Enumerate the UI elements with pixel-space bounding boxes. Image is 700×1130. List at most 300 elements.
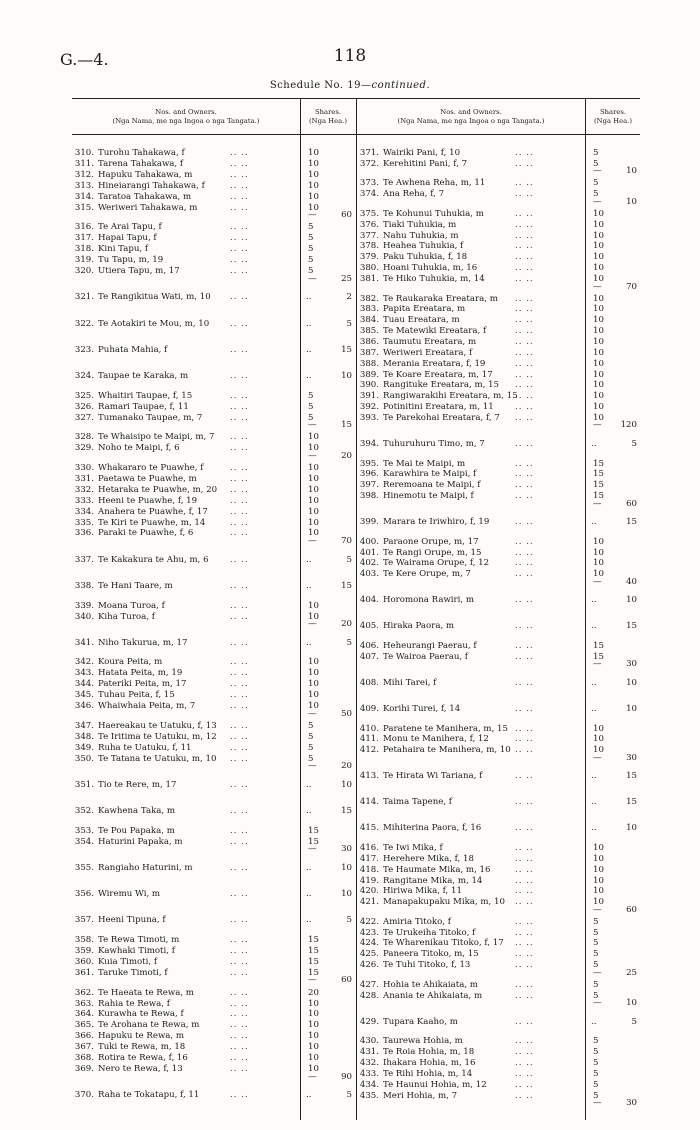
table-row xyxy=(357,337,585,347)
table-row xyxy=(72,148,300,158)
subtotal-dash: — xyxy=(308,844,317,855)
table-row xyxy=(357,348,585,358)
leader-dots: .. .. xyxy=(230,202,249,213)
table-row xyxy=(357,652,585,662)
leader-dots: .. .. xyxy=(515,189,534,200)
owner-number: 358. xyxy=(74,935,94,946)
owner-number: 387. xyxy=(359,347,379,358)
share-value: 10 xyxy=(593,347,604,358)
share-value: 5 xyxy=(593,148,599,158)
owner-number: 372. xyxy=(359,158,379,169)
table-row xyxy=(72,581,300,591)
leader-dots: .. .. xyxy=(230,668,249,679)
owner-number: 377. xyxy=(359,230,379,241)
owner-name: Whaitiri Taupae, f, 15 xyxy=(98,390,193,401)
leader-dots: .. .. xyxy=(515,304,534,315)
table-row xyxy=(72,638,300,648)
share-value: 5 xyxy=(308,222,314,233)
table-row xyxy=(72,780,300,790)
share-value: 5 xyxy=(593,1079,599,1090)
owner-name: Anania te Ahikaiata, m xyxy=(383,990,483,1001)
subtotal-dash: — xyxy=(593,752,602,763)
share-value: 10 xyxy=(593,569,604,580)
share-total: 10 xyxy=(626,703,637,714)
owner-name: Te Haeata te Rewa, m xyxy=(98,987,194,998)
owner-name: Rahia te Rewa, f xyxy=(98,998,170,1009)
owner-name: Te Roia Hohia, m, 18 xyxy=(383,1047,475,1057)
leader-dots: .. .. xyxy=(515,558,534,569)
leader-dots: .. .. xyxy=(230,825,249,836)
table-row xyxy=(357,537,585,547)
table-row xyxy=(357,402,585,412)
subtotal-dash: — xyxy=(593,196,602,207)
leader-dots: .. .. xyxy=(230,690,249,701)
leader-dots: .. .. xyxy=(515,960,534,971)
owner-number: 316. xyxy=(74,222,94,233)
leader-dots: .. .. xyxy=(230,806,249,817)
leader-dots: .. .. xyxy=(230,318,249,329)
table-row xyxy=(357,469,585,479)
share-value: 15 xyxy=(593,480,604,491)
owner-number: 323. xyxy=(74,344,94,355)
table-row xyxy=(72,1020,300,1030)
share-value: 5 xyxy=(593,979,599,990)
owner-number: 399. xyxy=(359,517,379,528)
share-value: 10 xyxy=(593,897,604,908)
leader-dots: .. .. xyxy=(515,990,534,1001)
table-row xyxy=(357,865,585,875)
leader-dots: .. .. xyxy=(515,326,534,337)
owner-number: 340. xyxy=(74,611,94,622)
share-value: 15 xyxy=(308,935,319,946)
table-row xyxy=(72,432,300,442)
table-row xyxy=(357,294,585,304)
subtotal-dash: — xyxy=(593,166,602,177)
share-total: 120 xyxy=(620,420,637,431)
owner-number: 342. xyxy=(74,657,94,668)
leader-dots: .. .. xyxy=(230,401,249,412)
owner-name: Te Rewa Timoti, m xyxy=(98,935,180,946)
owner-number: 320. xyxy=(74,266,94,277)
leader-dots: .. .. xyxy=(230,1031,249,1042)
owner-number: 380. xyxy=(359,263,379,274)
share-total: 90 xyxy=(341,1071,352,1082)
share-total: 70 xyxy=(341,536,352,546)
share-total: 5 xyxy=(631,439,637,449)
subtotal-dash: — xyxy=(308,450,317,461)
subtotal-dash: — xyxy=(593,576,602,587)
share-value: 10 xyxy=(593,219,604,230)
share-value: 10 xyxy=(593,412,604,423)
owner-name: Heheurangi Paerau, f xyxy=(383,640,477,651)
leader-dots: .. .. xyxy=(230,191,249,202)
share-value: 10 xyxy=(308,169,319,180)
table-row xyxy=(357,734,585,744)
owner-number: 370. xyxy=(74,1090,94,1101)
left-shares-divider xyxy=(300,98,301,1120)
leader-dots: .. .. xyxy=(515,252,534,263)
owner-name: Tu Tapu, m, 19 xyxy=(98,255,164,266)
owner-name: Taratoa Tahakawa, m xyxy=(98,191,192,202)
table-row xyxy=(72,915,300,925)
leader-dots: .. .. xyxy=(230,987,249,998)
owner-name: Te Pou Papaka, m xyxy=(98,825,175,836)
single-dots: .. xyxy=(306,889,312,900)
leader-dots: .. .. xyxy=(515,380,534,391)
leader-dots: .. .. xyxy=(515,677,534,688)
subtotal-dash: — xyxy=(308,1071,317,1082)
owner-number: 424. xyxy=(359,938,379,949)
table-row xyxy=(357,459,585,469)
leader-dots: .. .. xyxy=(515,949,534,960)
table-row xyxy=(72,507,300,517)
table-row xyxy=(72,518,300,528)
share-total: 30 xyxy=(626,659,637,670)
share-value: 10 xyxy=(593,252,604,263)
leader-dots: .. .. xyxy=(230,390,249,401)
owner-name: Noho te Maipi, f, 6 xyxy=(98,443,180,454)
share-value: 10 xyxy=(308,462,319,473)
owner-name: Paetawa te Puawhe, m xyxy=(98,473,197,484)
owner-number: 422. xyxy=(359,916,379,927)
left-shares-header-line1: Shares. xyxy=(314,108,341,116)
table-row xyxy=(72,601,300,611)
table-row xyxy=(72,413,300,423)
table-row xyxy=(72,889,300,899)
single-dots: .. xyxy=(591,1016,597,1027)
share-value: 10 xyxy=(308,191,319,202)
leader-dots: .. .. xyxy=(515,1036,534,1047)
share-value: 10 xyxy=(308,517,319,528)
leader-dots: .. .. xyxy=(515,347,534,358)
owner-number: 344. xyxy=(74,679,94,690)
share-value: 5 xyxy=(593,990,599,1001)
table-row xyxy=(357,771,585,781)
single-dots: .. xyxy=(306,554,312,565)
share-value: 10 xyxy=(308,158,319,169)
owner-number: 371. xyxy=(359,148,379,158)
leader-dots: .. .. xyxy=(515,358,534,369)
leader-dots: .. .. xyxy=(230,836,249,847)
table-row xyxy=(72,244,300,254)
leader-dots: .. .. xyxy=(230,679,249,690)
owner-name: Heeni te Puawhe, f, 19 xyxy=(98,495,198,506)
owner-number: 410. xyxy=(359,723,379,734)
owner-number: 318. xyxy=(74,244,94,255)
left-shares-header-line2: (Nga Hea.) xyxy=(309,117,347,125)
share-value: 5 xyxy=(308,742,314,753)
share-total: 5 xyxy=(346,637,352,648)
owner-name: Hiriwa Mika, f, 11 xyxy=(383,886,462,897)
owner-name: Hohia te Ahikaiata, m xyxy=(383,979,478,990)
owner-number: 434. xyxy=(359,1079,379,1090)
leader-dots: .. .. xyxy=(230,517,249,528)
share-total: 5 xyxy=(346,318,352,329)
share-total: 10 xyxy=(626,595,637,606)
owner-number: 331. xyxy=(74,473,94,484)
owner-number: 411. xyxy=(359,734,379,745)
owner-number: 412. xyxy=(359,745,379,756)
owner-number: 328. xyxy=(74,432,94,443)
leader-dots: .. .. xyxy=(230,1020,249,1031)
owner-name: Te Rihi Hohia, m, 14 xyxy=(383,1068,473,1079)
single-dots: .. xyxy=(306,806,312,817)
share-total: 5 xyxy=(631,1016,637,1027)
single-dots: .. xyxy=(591,439,597,449)
owner-name: Te Wairama Orupe, f, 12 xyxy=(383,558,490,569)
share-value: 5 xyxy=(308,266,314,277)
owner-number: 364. xyxy=(74,1009,94,1020)
owner-number: 391. xyxy=(359,391,379,402)
share-value: 10 xyxy=(308,202,319,213)
owner-name: Te Aotakiri te Mou, m, 10 xyxy=(98,318,210,329)
leader-dots: .. .. xyxy=(230,657,249,668)
owner-number: 347. xyxy=(74,720,94,731)
owner-number: 432. xyxy=(359,1057,379,1068)
owner-name: Tumanako Taupae, m, 7 xyxy=(98,412,203,423)
owner-name: Ihakara Hohia, m, 16 xyxy=(383,1057,476,1068)
share-value: 5 xyxy=(593,949,599,960)
share-total: 25 xyxy=(341,273,352,284)
table-row xyxy=(72,701,300,711)
table-row xyxy=(357,1017,585,1027)
owner-number: 386. xyxy=(359,336,379,347)
leader-dots: .. .. xyxy=(230,158,249,169)
share-value: 10 xyxy=(593,304,604,315)
owner-name: Te Hiko Tuhukia, m, 14 xyxy=(383,274,485,284)
table-row xyxy=(357,897,585,907)
table-row xyxy=(357,241,585,251)
owner-name: Te Whaisipo te Maipi, m, 7 xyxy=(98,432,215,443)
owner-name: Whakararo te Puawhe, f xyxy=(98,462,204,473)
table-row xyxy=(357,252,585,262)
share-value: 5 xyxy=(593,189,599,200)
owner-number: 395. xyxy=(359,458,379,469)
owner-number: 428. xyxy=(359,990,379,1001)
owner-number: 337. xyxy=(74,554,94,565)
leader-dots: .. .. xyxy=(515,1057,534,1068)
share-value: 10 xyxy=(308,701,319,712)
table-row xyxy=(72,402,300,412)
share-value: 10 xyxy=(593,274,604,284)
owner-name: Niho Takurua, m, 17 xyxy=(98,637,188,648)
share-total: 20 xyxy=(341,450,352,461)
share-value: 10 xyxy=(593,547,604,558)
owner-number: 313. xyxy=(74,180,94,191)
owner-number: 392. xyxy=(359,402,379,413)
owner-number: 359. xyxy=(74,946,94,956)
owner-number: 426. xyxy=(359,960,379,971)
table-row xyxy=(72,657,300,667)
leader-dots: .. .. xyxy=(230,148,249,158)
share-value: 5 xyxy=(593,1090,599,1101)
left-owners-header xyxy=(72,108,300,126)
share-value: 15 xyxy=(593,469,604,480)
table-row xyxy=(72,222,300,232)
left-owners-header-line2: (Nga Nama, me nga Ingoa o nga Tangata.) xyxy=(112,117,260,125)
owner-number: 329. xyxy=(74,443,94,454)
table-row xyxy=(72,391,300,401)
owner-number: 322. xyxy=(74,318,94,329)
leader-dots: .. .. xyxy=(515,1079,534,1090)
owner-number: 409. xyxy=(359,703,379,714)
owner-name: Weriweri Ereatara, f xyxy=(383,347,473,358)
share-value: 20 xyxy=(308,987,319,998)
share-value: 10 xyxy=(308,668,319,679)
single-dots: .. xyxy=(306,292,312,303)
owner-name: Te Kere Orupe, m, 7 xyxy=(383,569,471,580)
leader-dots: .. .. xyxy=(515,178,534,189)
owner-name: Heeni Tipuna, f xyxy=(98,915,166,926)
owner-number: 396. xyxy=(359,469,379,480)
leader-dots: .. .. xyxy=(230,554,249,565)
table-row xyxy=(357,220,585,230)
owner-number: 429. xyxy=(359,1016,379,1027)
share-value: 10 xyxy=(593,723,604,734)
owner-name: Rangiwarakihi Ereatara, m, 15 xyxy=(383,391,518,402)
leader-dots: .. .. xyxy=(230,244,249,255)
leader-dots: .. .. xyxy=(515,723,534,734)
table-row xyxy=(357,876,585,886)
owner-number: 367. xyxy=(74,1042,94,1053)
single-dots: .. xyxy=(306,915,312,926)
owner-number: 421. xyxy=(359,897,379,908)
owner-number: 416. xyxy=(359,842,379,853)
table-row xyxy=(357,304,585,314)
owner-name: Haturini Papaka, m xyxy=(98,836,183,847)
owner-number: 349. xyxy=(74,742,94,753)
owner-name: Mihiterina Paora, f, 16 xyxy=(383,823,482,834)
table-row xyxy=(72,826,300,836)
share-value: 10 xyxy=(308,180,319,191)
owner-name: Te Urukeiha Titoko, f xyxy=(383,927,476,938)
table-row xyxy=(72,743,300,753)
leader-dots: .. .. xyxy=(230,222,249,233)
owner-name: Nero te Rewa, f, 13 xyxy=(98,1064,183,1075)
owner-number: 420. xyxy=(359,886,379,897)
owner-name: Kiha Turoa, f xyxy=(98,611,155,622)
leader-dots: .. .. xyxy=(515,842,534,853)
subtotal-dash: — xyxy=(308,210,317,221)
leader-dots: .. .. xyxy=(515,640,534,651)
table-row xyxy=(72,837,300,847)
share-total: 20 xyxy=(341,619,352,630)
owner-name: Ramari Taupae, f, 11 xyxy=(98,401,189,412)
leader-dots: .. .. xyxy=(230,637,249,648)
owner-name: Kawhena Taka, m xyxy=(98,806,176,817)
leader-dots: .. .. xyxy=(230,371,249,381)
leader-dots: .. .. xyxy=(515,208,534,219)
table-row xyxy=(357,391,585,401)
right-shares-header-line2: (Nga Hea.) xyxy=(594,117,632,125)
leader-dots: .. .. xyxy=(230,180,249,191)
leader-dots: .. .. xyxy=(230,473,249,484)
leader-dots: .. .. xyxy=(515,263,534,274)
share-value: 10 xyxy=(308,1009,319,1020)
leader-dots: .. .. xyxy=(515,703,534,714)
share-total: 40 xyxy=(626,576,637,587)
owner-name: Paraone Orupe, m, 17 xyxy=(383,536,479,547)
owner-name: Taurewa Hohia, m xyxy=(383,1036,463,1047)
table-row xyxy=(357,886,585,896)
table-row xyxy=(357,439,585,449)
owner-name: Tarena Tahakawa, f xyxy=(98,158,184,169)
owner-name: Hapai Tapu, f xyxy=(98,233,157,244)
owner-number: 351. xyxy=(74,779,94,790)
share-value: 10 xyxy=(593,734,604,745)
table-row xyxy=(72,1053,300,1063)
owner-name: Taumutu Ereatara, m xyxy=(383,336,477,347)
leader-dots: .. .. xyxy=(230,255,249,266)
leader-dots: .. .. xyxy=(230,1042,249,1053)
leader-dots: .. .. xyxy=(230,169,249,180)
owner-number: 405. xyxy=(359,621,379,632)
owner-name: Te Kiri te Puawhe, m, 14 xyxy=(98,517,206,528)
share-total: 15 xyxy=(626,517,637,528)
leader-dots: .. .. xyxy=(230,742,249,753)
share-value: 10 xyxy=(593,241,604,252)
table-row xyxy=(72,690,300,700)
share-total: 20 xyxy=(341,761,352,772)
table-row xyxy=(72,1031,300,1041)
table-row xyxy=(357,326,585,336)
owner-number: 431. xyxy=(359,1047,379,1057)
share-total: 10 xyxy=(626,196,637,207)
owner-number: 336. xyxy=(74,528,94,539)
owner-name: Te Hirata Wi Tariana, f xyxy=(383,771,483,782)
owner-name: Te Kohunui Tuhukia, m xyxy=(383,208,484,219)
share-total: 5 xyxy=(346,554,352,565)
leader-dots: .. .. xyxy=(230,946,249,956)
leader-dots: .. .. xyxy=(230,1053,249,1064)
share-value: 5 xyxy=(308,255,314,266)
leader-dots: .. .. xyxy=(515,745,534,756)
leader-dots: .. .. xyxy=(515,916,534,927)
share-value: 5 xyxy=(593,938,599,949)
owner-name: Paku Tuhukia, f, 18 xyxy=(383,252,468,263)
table-row xyxy=(72,555,300,565)
owner-name: Taruke Timoti, f xyxy=(98,967,168,978)
leader-dots: .. .. xyxy=(515,595,534,606)
table-row xyxy=(357,1058,585,1068)
leader-dots: .. .. xyxy=(515,823,534,834)
owner-name: Amiria Titoko, f xyxy=(383,916,451,927)
owner-name: Hapuku te Rewa, m xyxy=(98,1031,185,1042)
owner-number: 339. xyxy=(74,600,94,611)
table-row xyxy=(357,641,585,651)
owner-number: 314. xyxy=(74,191,94,202)
owner-number: 383. xyxy=(359,304,379,315)
leader-dots: .. .. xyxy=(230,862,249,873)
leader-dots: .. .. xyxy=(515,230,534,241)
share-value: 5 xyxy=(593,927,599,938)
owner-name: Hinemotu te Maipi, f xyxy=(383,491,474,502)
table-row xyxy=(357,380,585,390)
leader-dots: .. .. xyxy=(230,957,249,967)
leader-dots: .. .. xyxy=(515,241,534,252)
table-row xyxy=(72,181,300,191)
share-total: 15 xyxy=(626,797,637,808)
single-dots: .. xyxy=(306,1090,312,1101)
owner-name: Herehere Mika, f, 18 xyxy=(383,853,474,864)
owner-name: Te Kakakura te Ahu, m, 6 xyxy=(98,554,209,565)
share-value: 5 xyxy=(308,390,314,401)
owner-name: Whaiwhaia Peita, m, 7 xyxy=(98,701,196,712)
owner-number: 341. xyxy=(74,637,94,648)
table-row xyxy=(357,745,585,755)
right-shares-divider xyxy=(585,98,586,1120)
leader-dots: .. .. xyxy=(230,344,249,355)
